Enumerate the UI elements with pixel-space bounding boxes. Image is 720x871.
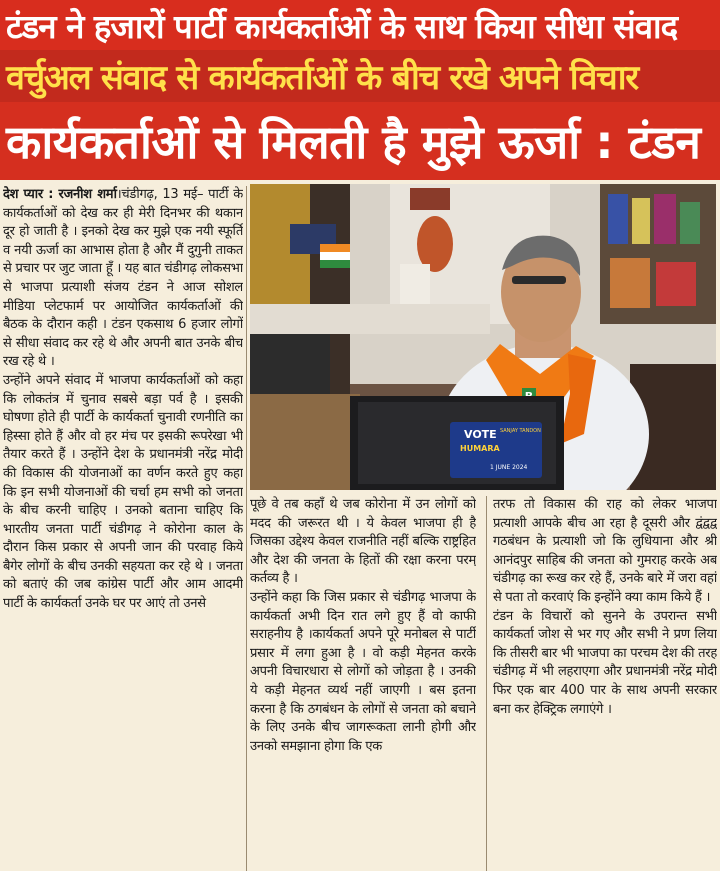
article-column-3 [493, 496, 717, 871]
article-paragraph: उन्होंने अपने संवाद में भाजपा कार्यकर्ताओं को कहा कि लोकतंत्र में चुनाव सबसे बड़ा पर्व है । इसकी घोषणा होते ही पार्टी के कार्यकर्ता चुनावी रणनीति का हिस्सा होते हैं और वो हर मंच पर इसकी रूपरेखा भी तैयार करते हैं । उन्होंने देश के प्रधानमंत्री नरेंद्र मोदी की विकास की योजनाओं का वर्णन करते हुए कहा कि इन सभी योजनाओं की चर्चा हम सभी को जनता के बीच करनी चाहिए । उनको बताना चाहिए कि भारतीय जनता पार्टी चंडीगढ़ ने कोरोना काल के दौरान किस प्रकार से अपनी जान की परवाह किये बैगेर लोगों के बीच उनकी सहयता कर रहे थे । जनता को बताएं की जब कांग्रेस पार्टी और आम आदमी पार्टी के कार्यकर्ता उनके घर पर आएं तो उनसे [3, 372, 243, 612]
lead-text: ।चंडीगढ़, 13 मई– पार्टी के कार्यकर्ताओं को देख कर ही मेरी दिनभर की थकान दूर हो जाती है । इनको देख कर मुझे एक नयी स्फूर्ति व नयी ऊर्जा का आभास होता है और मैं दुगुनी ताकत से प्रचार पर जुट जाता हूँ । यह बात चंडीगढ़ लोकसभा से भाजपा प्रत्याशी संजय टंडन ने आज सोशल मीडिया प्लेटफार्म पर आयोजित कार्यकर्ताओं की बैठक के दौरान कही । टंडन एकसाथ 6 हजार लोगों से सीधा संवाद कर रहे थे और अपनी बात उनके बीच रख रहे थे । [3, 187, 243, 370]
headline-line-3: कार्यकर्ताओं से मिलती है मुझे ऊर्जा : टंडन [0, 102, 720, 180]
sticker-line-2: HUMARA [460, 444, 500, 453]
sticker-line-1: VOTE [464, 428, 497, 441]
idol [417, 216, 453, 272]
sticker-line-3: SANJAY TANDON [500, 428, 541, 434]
column-divider [486, 496, 487, 871]
byline: देश प्यार : रजनीश शर्मा [3, 187, 117, 202]
monitor [250, 334, 330, 394]
sticker-line-4: 1 JUNE 2024 [490, 464, 528, 471]
article-paragraph: पूछे वे तब कहाँ थे जब कोरोना में उन लोगों को मदद की जरूरत थी । ये केवल भाजपा ही है जिसका उद्देश्य केवल राजनीति नहीं बल्कि राष्ट्रहित और देश की जनता के हितों की रक्षा करना परम् कर्तव्य है । [250, 497, 476, 587]
photo-illustration [250, 184, 716, 490]
article-column-1 [3, 186, 243, 871]
headline-line-2: वर्चुअल संवाद से कार्यकर्ताओं के बीच रखे अपने विचार [0, 50, 720, 102]
wall-frame [410, 188, 450, 210]
news-photo [250, 184, 716, 490]
column-divider [246, 186, 247, 871]
article-paragraph: उन्होंने कहा कि जिस प्रकार से चंडीगढ़ भाजपा के कार्यकर्ता अभी दिन रात लगे हुए हैं वो काफी सराहनीय है ।कार्यकर्ता अपने पूरे मनोबल से पार्टी प्रसार में लगा हुआ है । वो कड़ी मेहनत करके अपनी विचारधारा से लोगों को जोड़ता है । उनकी ये कड़ी मेहनत व्यर्थ नहीं जाएगी । बस इतना करना है कि ठगबंधन के लोगों से जनता को बचाने के लिए उनके बीच जागरूकता लानी होगी और उनको समझाना होगा कि एक [250, 589, 476, 754]
glasses [512, 276, 566, 284]
headline-line-1: टंडन ने हजारों पार्टी कार्यकर्ताओं के साथ किया सीधा संवाद [0, 0, 720, 50]
article-column-2 [250, 496, 476, 871]
desk-shelf [250, 304, 490, 334]
article-paragraph: टंडन के विचारों को सुनने के उपरान्त सभी कार्यकर्ता जोश से भर गए और सभी ने प्रण लिया कि तीसरी बार भी भाजपा का परचम देश की तरह चंडीगढ़ में भी लहराएगा और प्रधानमंत्री नरेंद्र मोदी फिर एक बार 400 पार के साथ अपनी सरकार बना कर हेक्ट्रिक लगाएंगे । [493, 608, 717, 717]
article-paragraph: तरफ तो विकास की राह को लेकर भाजपा प्रत्याशी आपके बीच आ रहा है दूसरी और द्वंद्वद्व गठबंधन के प्रत्याशी जो कि लुधियाना और श्री आनंदपुर साहिब की जनता को गुमराह करके अब चंडीगढ़ का रूख कर रहे हैं, उनके बारे में जरा वहां से पता तो करवाएं कि इन्होंने क्या काम किये हैं । [493, 497, 717, 605]
article-paragraph [3, 186, 243, 372]
